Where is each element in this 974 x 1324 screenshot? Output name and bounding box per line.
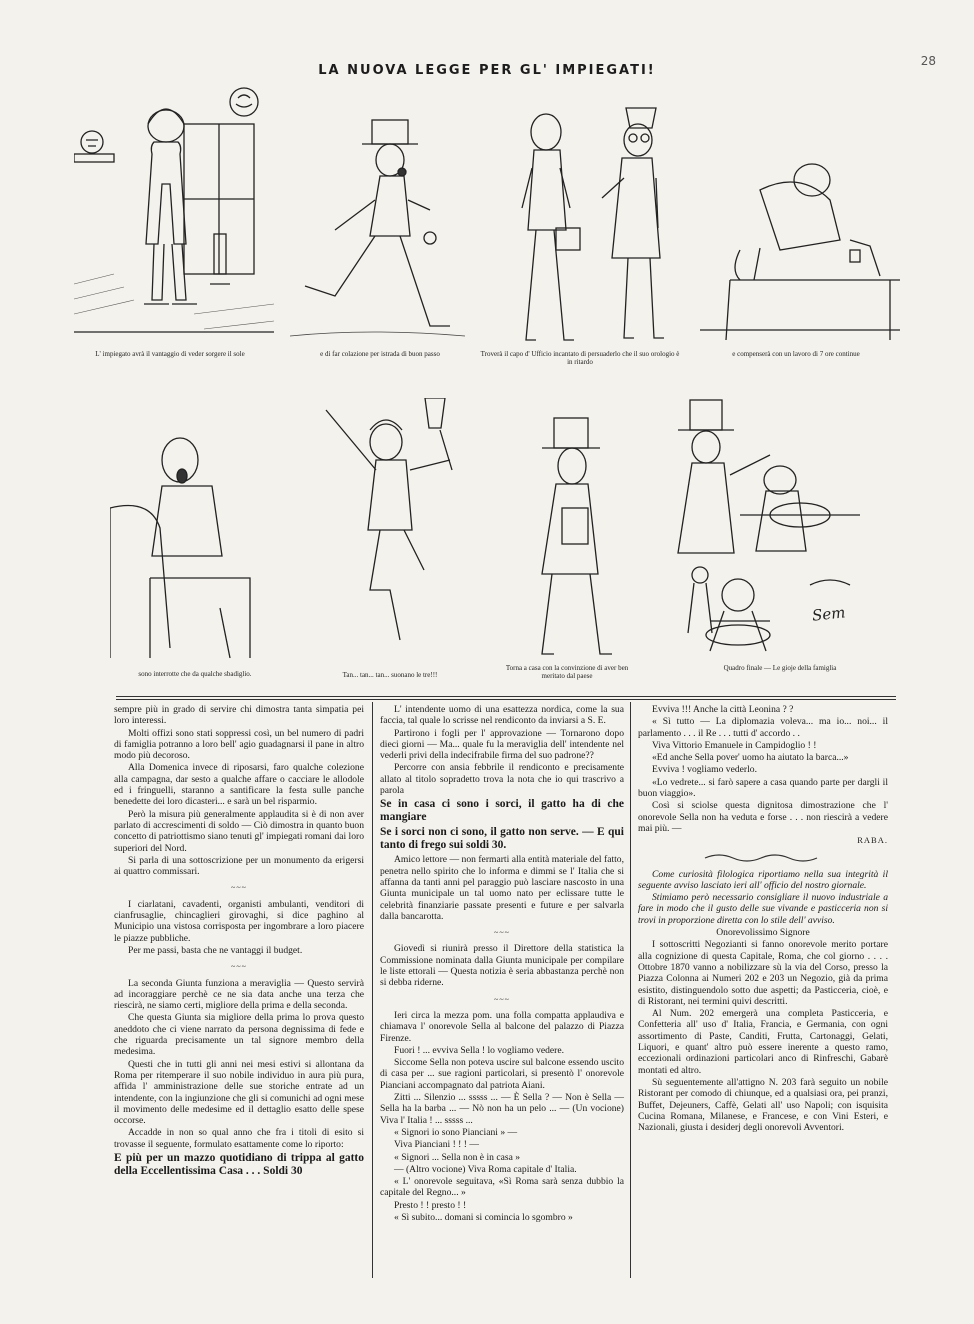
- bold-headline: Se i sorci non ci sono, il gatto non serve. — E qui tanto di frego sui soldi 30.: [380, 826, 624, 852]
- artist-signature: Sem: [811, 603, 847, 625]
- cartoon-panel-5: [110, 408, 270, 664]
- article-paragraph: Che questa Giunta sia migliore della prima lo prova questo aneddoto che ci viene narrato da persona degnissima di fede e che riguarda precisamente un tal signore membro della medesima.: [114, 1012, 364, 1058]
- caption-8: Quadro finale — Le gioje della famiglia: [723, 664, 837, 672]
- article-paragraph: Fuori ! ... evviva Sella ! lo vogliamo vedere.: [394, 1044, 564, 1056]
- caption-7: Torna a casa con la convinzione di aver ben meritato dal paese: [505, 664, 629, 680]
- cartoon-panel-6: [300, 398, 475, 660]
- article-paragraph: Alla Domenica invece di riposarsi, faro qualche colezione alla campagna, dar sesto a qualche affare o cacciare le allodole ed i fringuelli, staranno a santificare la festa sulle panche benedette dei loro dicasteri... e sarà un bel risparmio.: [114, 762, 364, 808]
- caption-6: Tan... tan... tan... suonano le tre!!!: [342, 671, 438, 679]
- caption-3: Troverà il capo d' Ufficio incantato di persuaderlo che il suo orologio è in ritardo: [480, 350, 680, 366]
- section-separator: ~~~: [231, 883, 247, 893]
- horizontal-rule-double: [116, 699, 896, 700]
- column-left: [114, 704, 364, 1180]
- cartoon-headline: LA NUOVA LEGGE PER GL' IMPIEGATI!: [318, 63, 656, 78]
- column-rule-2: [630, 702, 631, 1278]
- caption-2: e di far colazione per istrada di buon passo: [320, 350, 440, 358]
- article-paragraph: « Signori io sono Pianciani » —: [394, 1126, 518, 1138]
- article-paragraph: Questi che in tutti gli anni nei mesi estivi si allontana da Roma per ritemperare il suo nobile individuo in aura più pura, affida l' amministrazione delle sue storiche entrate ad un intendente, con la ingiunzione che gli si comunichi ad ogni mese il movimento delle medesime ed il dettaglio esatto delle spese occorse.: [114, 1058, 364, 1127]
- article-paragraph: « Sì tutto — La diplomazia voleva... ma io... noi... il parlamento . . . il Re . . . tutti d' accordo . .: [638, 716, 888, 739]
- caption-4: e compenserà con un lavoro di 7 ore continue: [732, 350, 860, 358]
- article-paragraph: Siccome Sella non poteva uscire sul balcone essendo uscito di casa per ... sue ragioni particolari, si presentò l' onorevole Pianciani accompagnato dal patriota Aiani.: [380, 1057, 624, 1091]
- article-paragraph: I ciarlatani, cavadenti, organisti ambulanti, venditori di cianfrusaglie, chincaglieri girovaghi, si dice paghino al Municipio una vistosa corrisposta per ingombrare a loro piacere le piazze pubbliche.: [114, 898, 364, 944]
- article-paragraph: Partirono i fogli per l' approvazione — Tornarono dopo dieci giorni — Ma... quale fu la meraviglia dell' intendente nel vederli privi della indecifrabile firma del suo padrone??: [380, 727, 624, 762]
- article-paragraph: Viva Vittorio Emanuele in Campidoglio ! !: [652, 739, 817, 751]
- cartoon-panel-1: [74, 84, 274, 346]
- section-separator: ~~~: [494, 928, 510, 938]
- letter-salutation: Onorevolissimo Signore: [716, 927, 810, 939]
- article-paragraph: Per me passi, basta che ne vantaggi il budget.: [128, 944, 303, 956]
- article-paragraph: « L' onorevole seguitava, «Sì Roma sarà senza dubbio la capitale del Regno... »: [380, 1176, 624, 1199]
- article-paragraph: «Ed anche Sella pover' uomo ha aiutato la barca...»: [652, 752, 849, 764]
- column-rule-1: [372, 702, 373, 1278]
- section-separator: ~~~: [231, 962, 247, 972]
- horizontal-rule: [116, 696, 896, 697]
- article-paragraph: Ieri circa la mezza pom. una folla compatta applaudiva e chiamava l' onorevole Sella al balcone del palazzo di Piazza Firenze.: [380, 1009, 624, 1044]
- article-paragraph: Così si sciolse questa dignitosa dimostrazione che l' onorevole Sella non ha veduta e forse . . . non riescirà a vedere mai più. —: [638, 800, 888, 834]
- caption-5: sono interrotte che da qualche sbadiglio.: [138, 670, 252, 678]
- cartoon-panel-7: [500, 408, 635, 658]
- author-signature: RABA.: [857, 835, 888, 846]
- article-paragraph: — (Altro vocione) Viva Roma capitale d' Italia.: [394, 1163, 577, 1175]
- article-paragraph: Evviva !!! Anche la città Leonina ? ?: [652, 704, 794, 715]
- article-paragraph: Viva Pianciani ! ! ! —: [394, 1139, 479, 1151]
- cartoon-panel-4: [700, 130, 900, 345]
- article-paragraph: I sottoscritti Negozianti si fanno onorevole merito portare alla cognizione di questa Capitale, Roma, che col giorno . . . . Ottobre 1870 vanno a nobilizzare sù la via del Corso, presso la Piazza Colonna ai Numeri 202 e 203 un Negozio, già da prima esistito, distinguendolo sotto due aspetti; da Pasticceria, cioè, e di Ristorant, nei termini quivi descritti.: [638, 939, 888, 1007]
- article-paragraph: Zitti ... Silenzio ... sssss ... — È Sella ? — Non è Sella — Sella ha la barba ... — Nò non ha un pelo ... — (Un vocione) Viva l' Italia ! ... sssss ...: [380, 1092, 624, 1126]
- section-separator: ~~~: [494, 994, 510, 1004]
- caption-1: L' impiegato avrà il vantaggio di veder sorgere il sole: [95, 350, 245, 358]
- article-paragraph: La seconda Giunta funziona a meraviglia — Questo servirà ad incoraggiare perchè ce ne sia data anche una terza che riescirà, ne siamo certi, migliore della prima e della seconda.: [114, 977, 364, 1012]
- article-paragraph: Amico lettore — non fermarti alla entità materiale del fatto, penetra nello spirito che lo informa e dimmi se l' Italia che si affanna da tanti anni pel paraggio può lasciare nascosto in una Giunta municipale un tal uomo nato per eclissare tutte le celebrità finanziarie passate presenti e future e per salvarla dalla bancarotta.: [380, 854, 624, 922]
- column-right: [638, 704, 888, 1134]
- cartoon-panel-3: [496, 88, 676, 346]
- article-paragraph: Giovedì si riunirà presso il Direttore della statistica la Commissione nominata dalla Giunta municipale per compilare le liste ettorali — Questa notizia è seria abbastanza perchè non si debba riderne.: [380, 943, 624, 989]
- article-paragraph: sempre più in grado di servire chi dimostra tanta simpatia pei loro interessi.: [114, 704, 364, 727]
- italic-note: Stimiamo però necessario consigliare il nuovo industriale a fare in modo che il gusto delle sue vivande e pasticceria non si trovi in proporzione diretta con lo stile dell' avviso.: [638, 892, 888, 926]
- column-middle: [380, 704, 624, 1224]
- cartoon-panel-2: [290, 110, 465, 346]
- article-paragraph: Presto ! ! presto ! !: [394, 1199, 467, 1211]
- article-paragraph: Sù seguentemente all'attigno N. 203 farà seguito un nobile Ristorant per comodo di chiunque, ed a qualsiasi ora, pei pranzi, Buffet, Dejeuners, Caffè, Gelati all' uso Napoli; con isquisita Cucina Romana, Milanese, e Francese, e con Vini Esteri, e Nazionali, giusta i desiderj degli onorevoli Avventori.: [638, 1076, 888, 1134]
- page-number: 28: [920, 54, 936, 68]
- article-paragraph: Evviva ! vogliamo vederlo.: [652, 764, 757, 776]
- ornament-divider: [703, 853, 823, 863]
- article-paragraph: Al Num. 202 emergerà una completa Pasticceria, e Confetteria all' uso d' Italia, Francia, e Germania, con ogni assortimento di Paste, Canditi, Frutta, Cartonaggi, Gelati, Liquori, e quant' altro può essere inerente a questo ramo, eccezionali ordinazioni particolari anco di Rinfreschi, Gabarè montati ed altro.: [638, 1008, 888, 1076]
- article-paragraph: « Signori ... Sella non è in casa »: [394, 1151, 521, 1163]
- article-paragraph: «Lo vedrete... si farò sapere a casa quando parte per dargli il buon viaggio».: [638, 776, 888, 800]
- bold-headline: E più per un mazzo quotidiano di trippa al gatto della Eccellentissima Casa . . . Soldi 30: [114, 1151, 364, 1177]
- article-paragraph: L' intendente uomo di una esattezza nordica, come la sua faccia, tal quale lo scrisse nel rendiconto da inviarsi a S. E.: [380, 704, 624, 727]
- italic-note: Come curiosità filologica riportiamo nella sua integrità il seguente avviso lasciato ieri all' officio del nostro giornale.: [638, 868, 888, 891]
- article-paragraph: Accadde in non so qual anno che fra i titoli di esito si trovasse il seguente, formulato esattamente come lo riporto:: [114, 1127, 364, 1150]
- article-paragraph: Molti offizi sono stati soppressi così, un bel numero di padri di famiglia potranno a loro bell' agio guadagnarsi il pane in altro modo più decoroso.: [114, 727, 364, 762]
- article-paragraph: « Sì subito... domani si comincia lo sgombro »: [394, 1211, 573, 1223]
- article-paragraph: Si parla di una sottoscrizione per un monumento da erigersi ai quattro commissari.: [114, 854, 364, 878]
- article-paragraph: Percorre con ansia febbrile il rendiconto e precisamente allato al titolo sopradetto trova la nota che io qui trascrivo a parola: [380, 762, 624, 797]
- bold-headline: Se in casa ci sono i sorci, il gatto ha di che mangiare: [380, 798, 624, 824]
- article-paragraph: Però la misura più generalmente applaudita si è di non aver parlato di accrescimenti di soldo — Ciò dimostra in quanto buon concetto di patriottismo siano tenuti gl' impiegati romani dai loro superiori del Nord.: [114, 808, 364, 854]
